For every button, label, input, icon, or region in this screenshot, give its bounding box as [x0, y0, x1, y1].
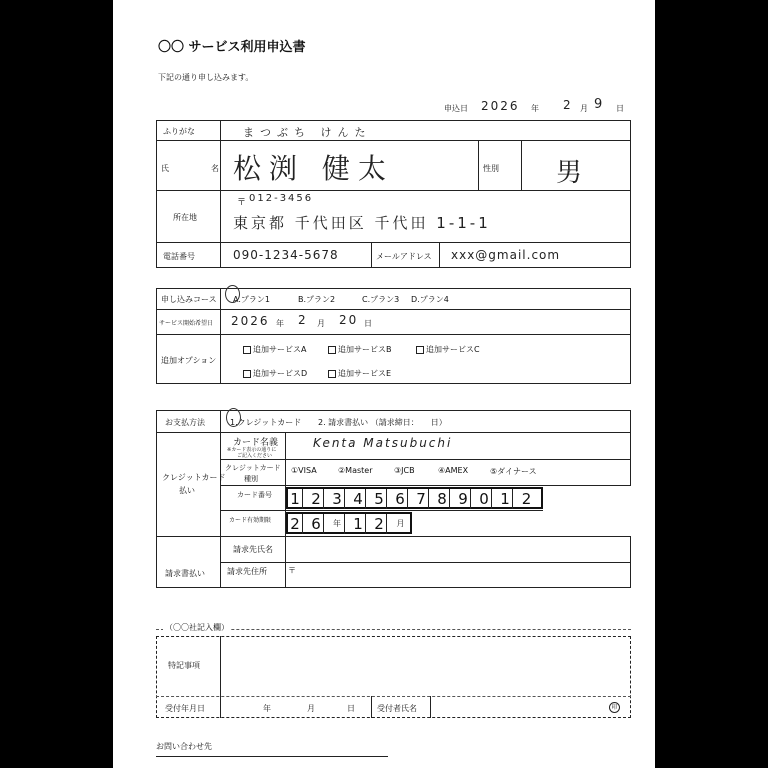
- expiry-month-digit: 1: [351, 514, 366, 534]
- contact-underline: [156, 756, 388, 757]
- office-section-label: （〇〇社記入欄）: [165, 623, 229, 632]
- card-number-digit: 7: [414, 489, 429, 509]
- email-label: メールアドレス: [376, 252, 432, 261]
- option-a[interactable]: 追加サービスA: [243, 344, 306, 355]
- course-label: 申し込みコース: [161, 295, 217, 304]
- payment-invoice-option[interactable]: 2. 請求書払い （請求締日： 日）: [318, 418, 447, 427]
- phone-label: 電話番号: [163, 252, 195, 261]
- expiry-year-digit: 6: [309, 514, 324, 534]
- invoice-to-label: 請求先氏名: [233, 545, 273, 554]
- card-expiry-label: カード有効期限: [229, 517, 272, 524]
- card-name-label: カード名義: [233, 438, 279, 448]
- application-form-page: [113, 0, 655, 768]
- start-month-unit: 月: [317, 319, 325, 328]
- start-day-unit: 日: [364, 319, 372, 328]
- start-year[interactable]: 2026: [231, 314, 270, 328]
- notes-label: 特記事項: [168, 661, 200, 670]
- form-title: 〇〇 サービス利用申込書: [158, 40, 306, 55]
- card-type-jcb[interactable]: ③JCB: [394, 466, 415, 475]
- received-month-unit: 月: [307, 704, 315, 713]
- card-number-digit: 2: [309, 489, 324, 509]
- card-number-digit: 3: [330, 489, 345, 509]
- card-number-digit: 9: [456, 489, 471, 509]
- option-c[interactable]: 追加サービスC: [416, 344, 480, 355]
- start-day[interactable]: 20: [339, 313, 359, 327]
- invoice-address-label: 請求先住所: [227, 567, 267, 576]
- card-number-label: カード番号: [237, 491, 272, 499]
- payment-method-label: お支払方法: [165, 418, 205, 427]
- card-number-digit: 2: [521, 490, 532, 508]
- credit-label-1: クレジットカード: [162, 473, 226, 482]
- seal-mark: 印: [609, 702, 620, 713]
- date-year[interactable]: 2026: [481, 99, 520, 113]
- option-b[interactable]: 追加サービスB: [328, 344, 392, 355]
- date-day[interactable]: 9: [594, 97, 605, 112]
- date-day-unit: 日: [616, 104, 624, 113]
- plan-a-circle-mark: [225, 285, 240, 303]
- card-number-digit: 1: [498, 489, 513, 509]
- name-label-2: 名: [211, 164, 219, 173]
- postal-mark: 〒: [237, 198, 247, 208]
- address-value[interactable]: 東京都 千代田区 千代田 1-1-1: [233, 214, 491, 232]
- gender-value[interactable]: 男: [556, 158, 585, 188]
- email-value[interactable]: xxx@gmail.com: [451, 248, 561, 262]
- card-number-digit: 6: [393, 489, 408, 509]
- option-e[interactable]: 追加サービスE: [328, 368, 391, 379]
- card-name-note-2: ご記入ください: [237, 453, 273, 459]
- date-year-unit: 年: [531, 104, 539, 113]
- card-type-diners[interactable]: ⑤ダイナース: [490, 467, 537, 476]
- invoice-label: 請求書払い: [165, 569, 205, 578]
- card-type-master[interactable]: ②Master: [338, 466, 373, 475]
- form-intro: 下記の通り申し込みます。: [158, 73, 254, 82]
- option-b-checkbox[interactable]: [328, 346, 336, 354]
- receiver-label: 受付者氏名: [377, 704, 417, 713]
- furigana-value[interactable]: まつぶち けんた: [243, 126, 372, 139]
- applicant-table: [156, 120, 631, 268]
- address-label: 所在地: [173, 213, 197, 222]
- option-c-checkbox[interactable]: [416, 346, 424, 354]
- received-date-label: 受付年月日: [165, 704, 205, 713]
- option-d[interactable]: 追加サービスD: [243, 368, 307, 379]
- date-month[interactable]: 2: [563, 98, 573, 112]
- invoice-postal-mark: 〒: [288, 566, 296, 575]
- card-name-note-1: ※カード表示の通りに: [227, 447, 277, 453]
- postal-value[interactable]: 012-3456: [249, 193, 314, 204]
- plan-c[interactable]: C.プラン3: [362, 295, 400, 304]
- card-number-digit: 4: [351, 489, 366, 509]
- start-month[interactable]: 2: [298, 313, 308, 327]
- options-label: 追加オプション: [161, 356, 217, 365]
- received-year-unit: 年: [263, 704, 271, 713]
- card-type-label-1: クレジットカード: [225, 464, 281, 472]
- start-date-label: サービス開始希望日: [159, 320, 214, 327]
- option-d-checkbox[interactable]: [243, 370, 251, 378]
- date-label: 申込日: [444, 104, 468, 113]
- start-year-unit: 年: [276, 319, 284, 328]
- received-day-unit: 日: [347, 704, 355, 713]
- payment-credit-circle-mark: [226, 408, 241, 427]
- expiry-year-unit: 年: [330, 514, 345, 534]
- card-type-amex[interactable]: ④AMEX: [438, 466, 469, 475]
- plan-b[interactable]: B.プラン2: [298, 295, 336, 304]
- expiry-month-unit: 月: [396, 519, 405, 528]
- plan-a[interactable]: A.プラン1: [233, 295, 270, 304]
- name-label-1: 氏: [161, 164, 169, 173]
- card-name-value[interactable]: Kenta Matsubuchi: [313, 436, 453, 450]
- expiry-month-digit: 2: [372, 514, 387, 534]
- option-e-checkbox[interactable]: [328, 370, 336, 378]
- expiry-year-digit: 2: [288, 514, 303, 534]
- name-value[interactable]: 松渕 健太: [233, 152, 394, 185]
- card-number-field[interactable]: [286, 487, 543, 509]
- card-number-digit: 0: [477, 489, 492, 509]
- credit-label-2: 払い: [179, 486, 195, 495]
- card-number-digit: 8: [435, 489, 450, 509]
- phone-value[interactable]: 090-1234-5678: [233, 248, 339, 262]
- card-number-digit: 1: [288, 489, 303, 509]
- plan-d[interactable]: D.プラン4: [411, 295, 449, 304]
- payment-credit-option[interactable]: 1.クレジットカード: [230, 418, 302, 427]
- contact-label: お問い合わせ先: [156, 742, 212, 751]
- date-month-unit: 月: [580, 104, 588, 113]
- furigana-label: ふりがな: [163, 127, 195, 136]
- option-a-checkbox[interactable]: [243, 346, 251, 354]
- card-type-label-2: 種別: [244, 475, 258, 483]
- card-expiry-field[interactable]: [286, 512, 412, 534]
- card-type-visa[interactable]: ①VISA: [291, 466, 317, 475]
- gender-label: 性別: [483, 164, 499, 173]
- card-number-digit: 5: [372, 489, 387, 509]
